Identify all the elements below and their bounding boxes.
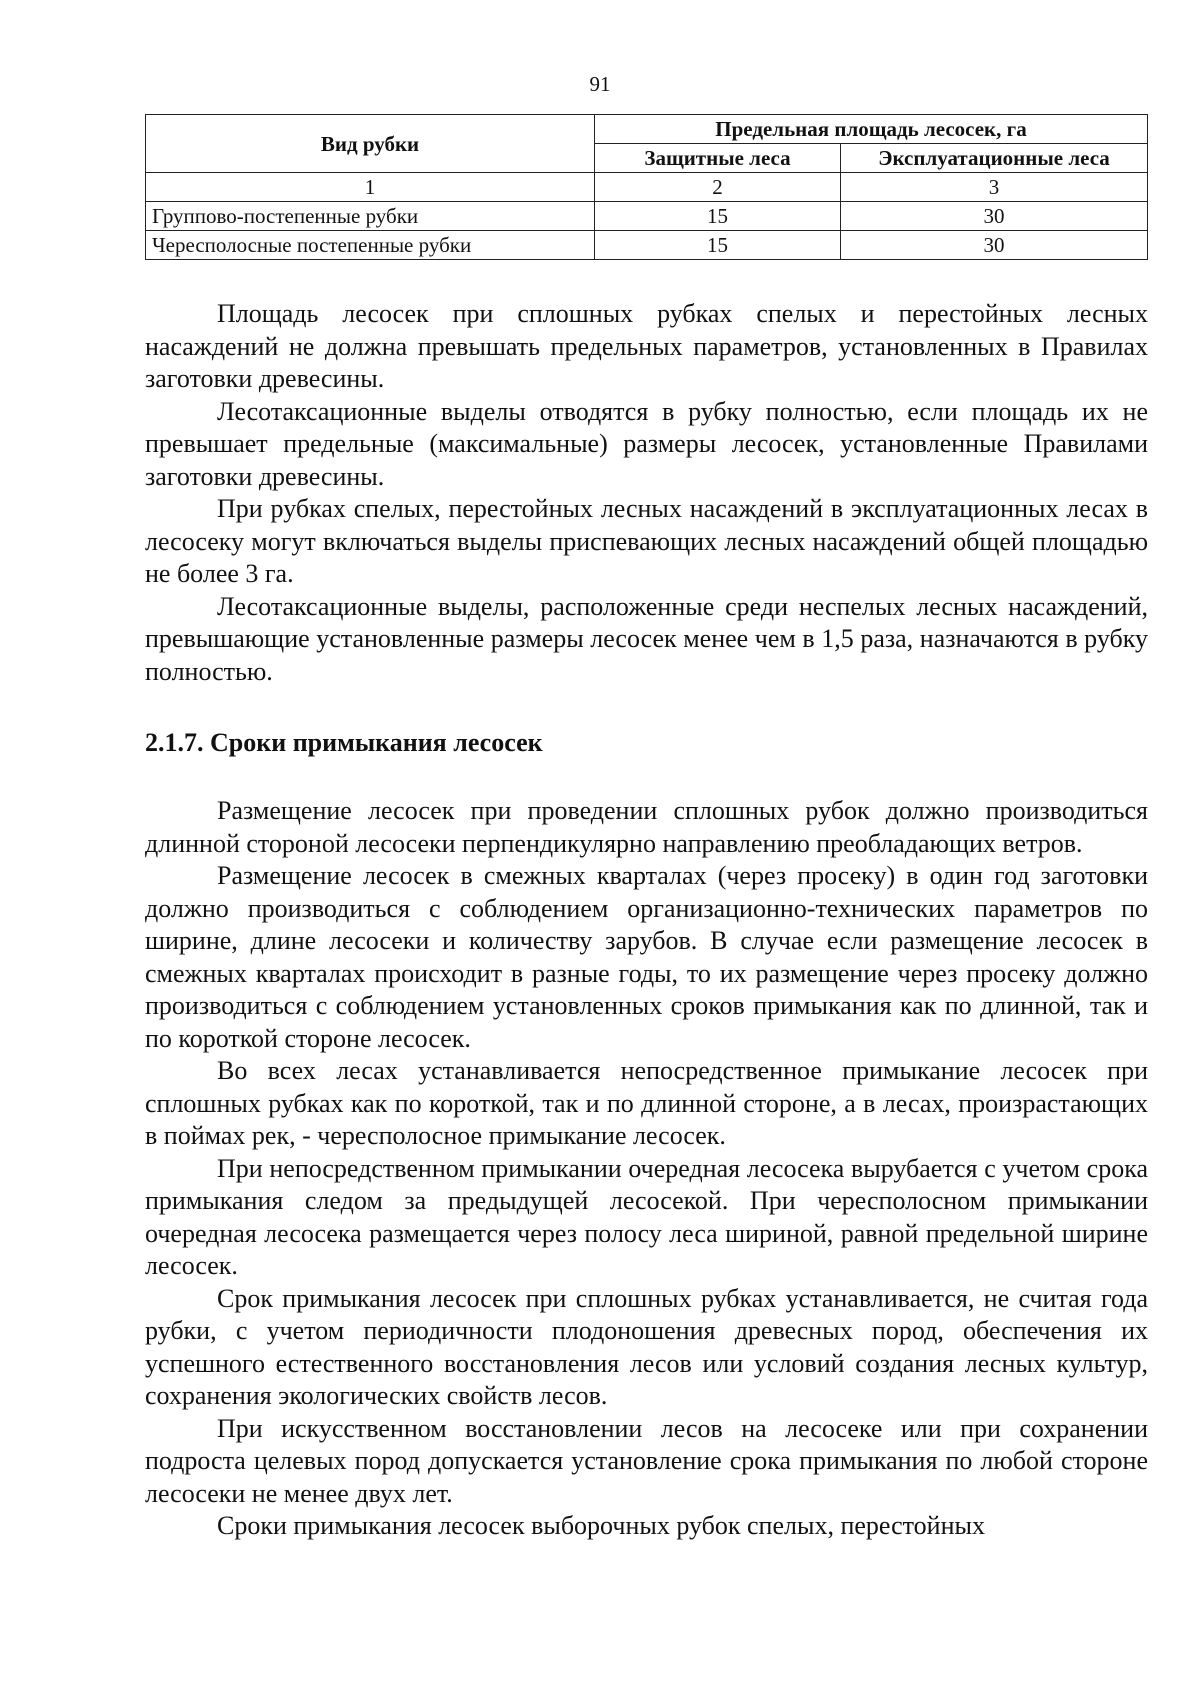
- section-heading-block: [145, 727, 1148, 760]
- column-number: 1: [146, 173, 595, 202]
- paragraph: Лесотаксационные выделы, расположенные среди неспелых лесных насаждений, превышающие установленные размеры лесосек менее чем в 1,5 раза, назначаются в рубку полностью.: [145, 591, 1148, 686]
- table-column-numbers-row: [146, 173, 1148, 202]
- column-number: 3: [841, 173, 1148, 202]
- header-exploitable-forests: Эксплуатационные леса: [841, 144, 1148, 173]
- header-cutting-type: Вид рубки: [146, 115, 595, 173]
- paragraph: Во всех лесах устанавливается непосредственное примыкание лесосек при сплошных рубках как по короткой, так и по длинной стороне, а в лесах, произрастающих в поймах рек, - чересполосное примыкание лесосек.: [145, 1056, 1148, 1150]
- cell-exploitable-value: 30: [841, 202, 1148, 231]
- table-row: [146, 202, 1148, 231]
- paragraph: Размещение лесосек при проведении сплошных рубок должно производиться длинной стороной лесосеки перпендикулярно направлению преобладающих ветров.: [145, 796, 1148, 858]
- paragraph: Лесотаксационные выделы отводятся в рубку полностью, если площадь их не превышает предельные (максимальные) размеры лесосек, установленные Правилами заготовки древесины.: [145, 396, 1148, 491]
- header-protective-forests: Защитные леса: [595, 144, 841, 173]
- body-text-after-heading: [145, 795, 1148, 1543]
- cell-protective-value: 15: [595, 231, 841, 260]
- paragraph: При рубках спелых, перестойных лесных насаждений в эксплуатационных лесах в лесосеку могут включаться выделы приспевающих лесных насаждений общей площадью не более 3 га.: [145, 494, 1148, 588]
- header-area-limit: Предельная площадь лесосек, га: [595, 115, 1148, 144]
- page-number: 91: [589, 72, 611, 96]
- paragraph: Размещение лесосек в смежных кварталах (через просеку) в один год заготовки должно производиться с соблюдением организационно-технических параметров по ширине, длине лесосеки и количеству зарубов. В случае если размещение лесосек в смежных кварталах происходит в разные годы, то их размещение через просеку должно производиться с соблюдением установленных сроков примыкания как по длинной, так и по короткой стороне лесосек.: [145, 861, 1148, 1053]
- column-number: 2: [595, 173, 841, 202]
- cutting-area-limits-table: [145, 114, 1148, 260]
- paragraph: При непосредственном примыкании очередная лесосека вырубается с учетом срока примыкания следом за предыдущей лесосекой. При чересполосном примыкании очередная лесосека размещается через полосу леса шириной, равной предельной ширине лесосек.: [145, 1153, 1148, 1280]
- paragraph: Сроки примыкания лесосек выборочных рубок спелых, перестойных: [217, 1511, 985, 1540]
- section-heading: 2.1.7. Сроки примыкания лесосек: [145, 728, 543, 757]
- table-header-row: [146, 115, 1148, 144]
- paragraph: Срок примыкания лесосек при сплошных рубках устанавливается, не считая года рубки, с учетом периодичности плодоношения древесных пород, обеспечения их успешного естественного восстановления лесов или условий создания лесных культур, сохранения экологических свойств лесов.: [145, 1283, 1148, 1410]
- table-row: [146, 231, 1148, 260]
- paragraph: При искусственном восстановлении лесов на лесосеке или при сохранении подроста целевых пород допускается установление срока примыкания по любой стороне лесосеки не менее двух лет.: [145, 1413, 1148, 1508]
- cell-cutting-type: Чересполосные постепенные рубки: [146, 231, 595, 260]
- cell-cutting-type: Группово-постепенные рубки: [146, 202, 595, 231]
- body-text-before-heading: [145, 298, 1148, 688]
- paragraph: Площадь лесосек при сплошных рубках спелых и перестойных лесных насаждений не должна превышать предельных параметров, установленных в Правилах заготовки древесины.: [145, 299, 1148, 393]
- cell-protective-value: 15: [595, 202, 841, 231]
- cell-exploitable-value: 30: [841, 231, 1148, 260]
